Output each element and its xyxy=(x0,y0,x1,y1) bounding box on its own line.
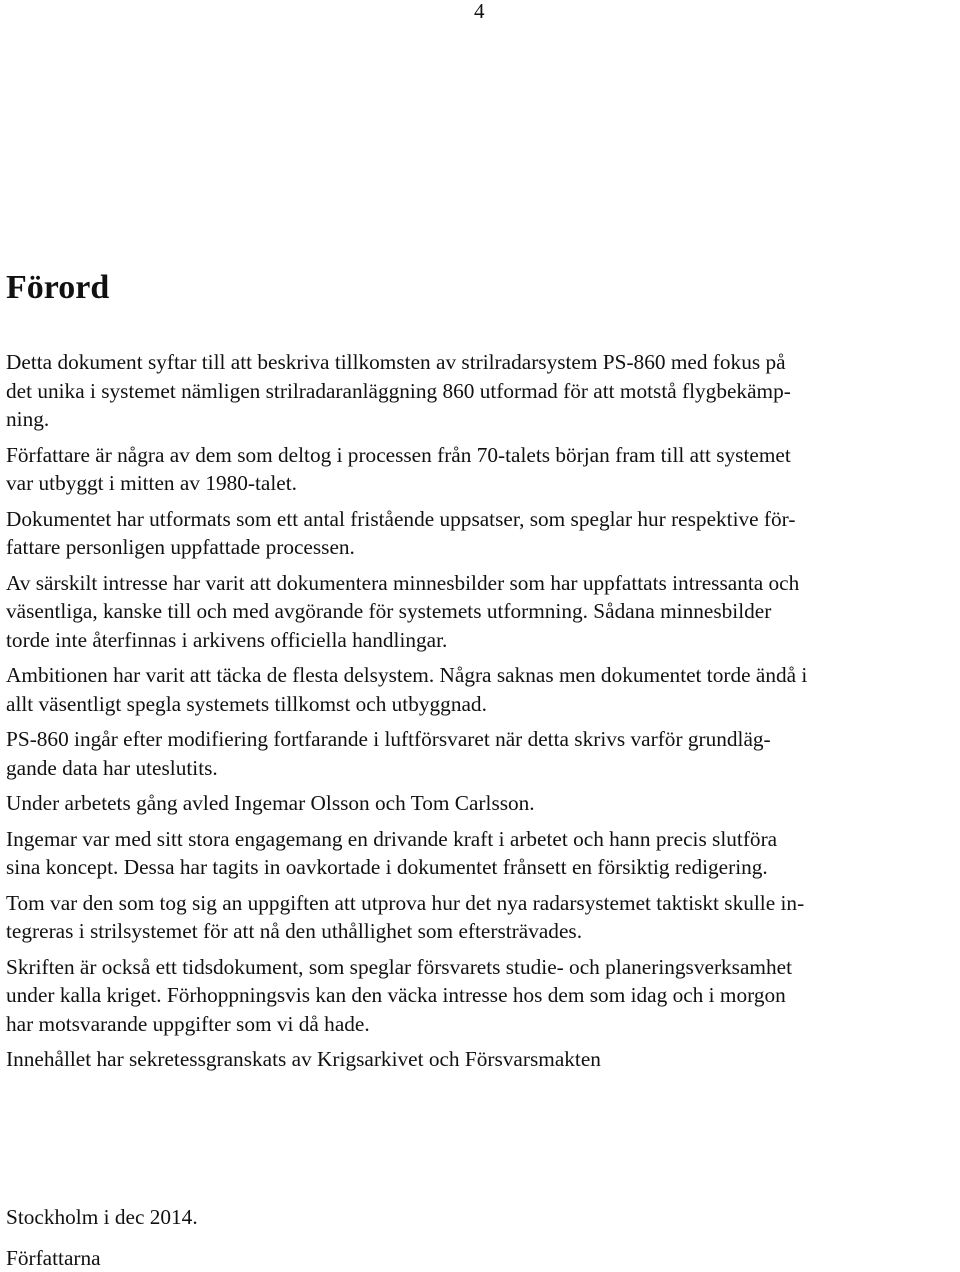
paragraph xyxy=(6,1045,960,1074)
page-title: Förord xyxy=(6,269,110,306)
paragraph xyxy=(6,441,960,498)
paragraph-line: PS-860 ingår efter modifiering fortfarande i luftförsvaret när detta skrivs varför grundläg- xyxy=(6,727,771,751)
paragraph-line: var utbyggt i mitten av 1980-talet. xyxy=(6,471,297,495)
paragraph-line: Ambitionen har varit att täcka de flesta delsystem. Några saknas men dokumentet torde ändå i xyxy=(6,663,808,687)
paragraph-line: Tom var den som tog sig an uppgiften att utprova hur det nya radarsystemet taktiskt skulle in- xyxy=(6,890,805,915)
paragraph xyxy=(6,789,960,818)
paragraph xyxy=(6,825,960,882)
paragraph-line: gande data har uteslutits. xyxy=(6,755,218,780)
paragraph-line: det unika i systemet nämligen strilradaranläggning 860 utformad för att motstå flygbekämp- xyxy=(6,378,791,403)
paragraph xyxy=(6,661,960,718)
page-number: 4 xyxy=(474,0,485,23)
paragraph-line: Författare är några av dem som deltog i processen från 70-talets början fram till att systemet xyxy=(6,442,791,467)
paragraph-line: Under arbetets gång avled Ingemar Olsson och Tom Carlsson. xyxy=(6,791,535,815)
paragraph-line: torde inte återfinnas i arkivens officiella handlingar. xyxy=(6,627,448,652)
closing-signature: Författarna xyxy=(6,1246,101,1270)
paragraph-line: Skriften är också ett tidsdokument, som speglar försvarets studie- och planeringsverksamhet xyxy=(6,954,793,979)
paragraph-line: tegreras i strilsystemet för att nå den uthållighet som eftersträvades. xyxy=(6,919,583,943)
paragraph-line: fattare personligen uppfattade processen. xyxy=(6,535,355,559)
paragraph-line: Detta dokument syftar till att beskriva tillkomsten av strilradarsystem PS-860 med fokus på xyxy=(6,350,786,374)
paragraph xyxy=(6,953,960,1039)
paragraph-line: Av särskilt intresse har varit att dokumentera minnesbilder som har uppfattats intressanta och xyxy=(6,570,800,595)
closing-place-date: Stockholm i dec 2014. xyxy=(6,1205,198,1229)
paragraph-line: Ingemar var med sitt stora engagemang en drivande kraft i arbetet och hann precis slutföra xyxy=(6,826,778,851)
paragraph-line: sina koncept. Dessa har tagits in oavkortade i dokumentet frånsett en försiktig redigering. xyxy=(6,855,768,879)
paragraph-line: ning. xyxy=(6,407,50,431)
paragraph-line: Innehållet har sekretessgranskats av Krigsarkivet och Försvarsmakten xyxy=(6,1047,601,1071)
paragraph-line: har motsvarande uppgifter som vi då hade. xyxy=(6,1011,370,1036)
paragraph xyxy=(6,889,960,946)
paragraph xyxy=(6,505,960,562)
paragraph xyxy=(6,569,960,655)
paragraph-line: Dokumentet har utformats som ett antal fristående uppsatser, som speglar hur respektive för- xyxy=(6,506,796,531)
document-body xyxy=(6,348,960,1074)
paragraph-line: väsentliga, kanske till och med avgörande för systemets utformning. Sådana minnesbilder xyxy=(6,599,772,623)
paragraph-line: under kalla kriget. Förhoppningsvis kan den väcka intresse hos dem som idag och i morgon xyxy=(6,983,786,1007)
paragraph xyxy=(6,348,960,434)
paragraph xyxy=(6,725,960,782)
paragraph-line: allt väsentligt spegla systemets tillkomst och utbyggnad. xyxy=(6,691,487,716)
